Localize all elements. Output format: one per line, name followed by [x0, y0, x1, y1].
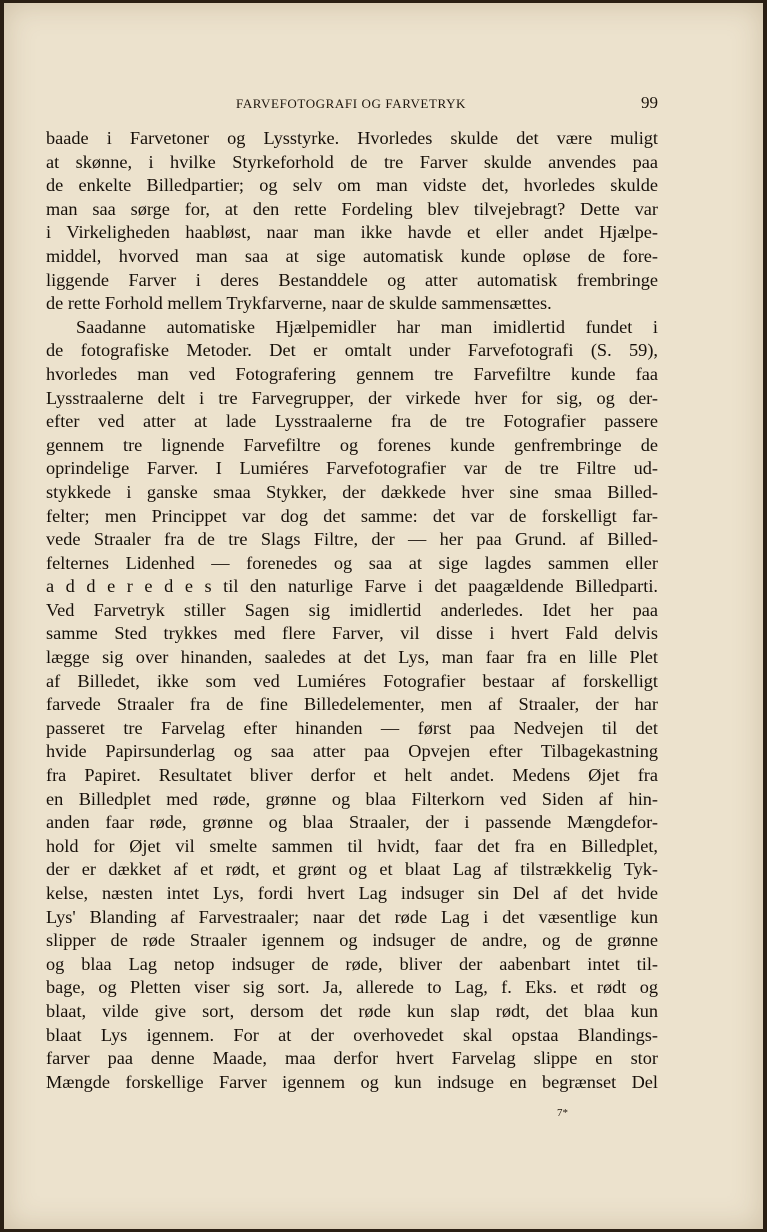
text-line: samme Sted trykkes med flere Farver, vil disse i hvert Fald delvis: [46, 623, 658, 644]
text-line: stykkede i ganske smaa Stykker, der dækkede hver sine smaa Billed-: [46, 481, 658, 502]
text-line: Ved Farvetryk stiller Sagen sig imidlertid anderledes. Idet her paa: [46, 599, 658, 620]
text-line: de rette Forhold mellem Trykfarverne, naar de skulde sammensættes.: [46, 293, 552, 314]
text-line: vede Straaler fra de tre Slags Filtre, der — her paa Grund. af Billed-: [46, 529, 658, 550]
text-line: gennem tre lignende Farvefiltre og forenes kunde genfrembringe de: [46, 434, 658, 455]
text-line: oprindelige Farver. I Lumiéres Farvefotografier var de tre Filtre ud-: [46, 458, 658, 479]
running-head: [44, 93, 658, 114]
text-line: kelse, næsten intet Lys, fordi hvert Lag indsuger sin Del af det hvide: [46, 883, 658, 903]
text-line: Saadanne automatiske Hjælpemidler har man imidlertid fundet i: [76, 316, 658, 337]
text-line: baade i Farvetoner og Lysstyrke. Hvorledes skulde det være muligt: [46, 128, 658, 148]
book-page: [4, 3, 763, 1229]
signature-mark: 7*: [557, 1107, 568, 1119]
text-line: felter; men Princippet var dog det samme: det var de forskelligt far-: [46, 505, 658, 526]
body-text: [46, 127, 658, 1094]
text-line: og blaa Lag netop indsuger de røde, bliver der aabenbart intet til-: [46, 953, 658, 974]
text-line: at skønne, i hvilke Styrkeforhold de tre Farver skulde anvendes paa: [46, 151, 658, 172]
text-line: de fotografiske Metoder. Det er omtalt under Farvefotografi (S. 59),: [46, 340, 658, 361]
text-line: middel, hvorved man saa at sige automatisk kunde opløse de fore-: [46, 245, 658, 266]
text-line: Lys' Blanding af Farvestraaler; naar det røde Lag i det væsentlige kun: [46, 906, 658, 927]
text-line: lægge sig over hinanden, saaledes at det Lys, man faar fra en lille Plet: [46, 647, 658, 668]
text-line: hvorledes man ved Fotografering gennem tre Farvefiltre kunde faa: [46, 363, 658, 384]
text-line: slipper de røde Straaler igennem og indsuger de andre, og de grønne: [46, 930, 658, 951]
text-line: fra Papiret. Resultatet bliver derfor et helt andet. Medens Øjet fra: [46, 765, 658, 786]
text-line: farvede Straaler fra de fine Billedelementer, men af Straaler, der har: [46, 694, 658, 715]
text-line: i Virkeligheden haabløst, naar man ikke havde et eller andet Hjælpe-: [46, 222, 658, 243]
text-line: blaat, vilde give sort, dersom det røde kun slap rødt, det blaa kun: [46, 1000, 658, 1021]
text-line: de enkelte Billedpartier; og selv om man vidste det, hvorledes skulde: [46, 175, 658, 196]
text-line: passeret tre Farvelag efter hinanden — først paa Nedvejen til det: [46, 717, 658, 738]
text-line: man saa sørge for, at den rette Fordeling blev tilvejebragt? Dette var: [46, 198, 658, 219]
text-line: farver paa denne Maade, maa derfor hvert Farvelag slippe en stor: [46, 1048, 658, 1069]
text-line: hold for Øjet vil smelte sammen til hvidt, faar det fra en Billedplet,: [46, 835, 658, 856]
page-number: 99: [641, 93, 658, 112]
text-line: felternes Lidenhed — forenedes og saa at sige lagdes sammen eller: [46, 552, 658, 573]
text-line: a d d e r e d e s til den naturlige Farve i det paagældende Billedparti.: [46, 576, 658, 597]
text-line: en Billedplet med røde, grønne og blaa Filterkorn ved Siden af hin-: [46, 788, 658, 809]
text-line: Mængde forskellige Farver igennem og kun indsuge en begrænset Del: [46, 1071, 658, 1092]
text-line: Lysstraalerne delt i tre Farvegrupper, der virkede hver for sig, og der-: [46, 387, 658, 408]
text-line: efter ved atter at lade Lysstraalerne fra de tre Fotografier passere: [46, 411, 658, 432]
text-line: hvide Papirsunderlag og saa atter paa Opvejen efter Tilbagekastning: [46, 741, 658, 762]
text-line: der er dækket af et rødt, et grønt og et blaat Lag af tilstrækkelig Tyk-: [46, 859, 658, 880]
text-line: af Billedet, ikke som ved Lumiéres Fotografier bestaar af forskelligt: [46, 670, 658, 691]
text-line: liggende Farver i deres Bestanddele og atter automatisk frembringe: [46, 269, 658, 290]
text-line: anden faar røde, grønne og blaa Straaler, der i passende Mængdefor-: [46, 812, 658, 833]
text-line: blaat Lys igennem. For at der overhovedet skal opstaa Blandings-: [46, 1024, 658, 1045]
running-title: FARVEFOTOGRAFI OG FARVETRYK: [235, 96, 467, 111]
text-line: bage, og Pletten viser sig sort. Ja, allerede to Lag, f. Eks. et rødt og: [46, 977, 658, 998]
